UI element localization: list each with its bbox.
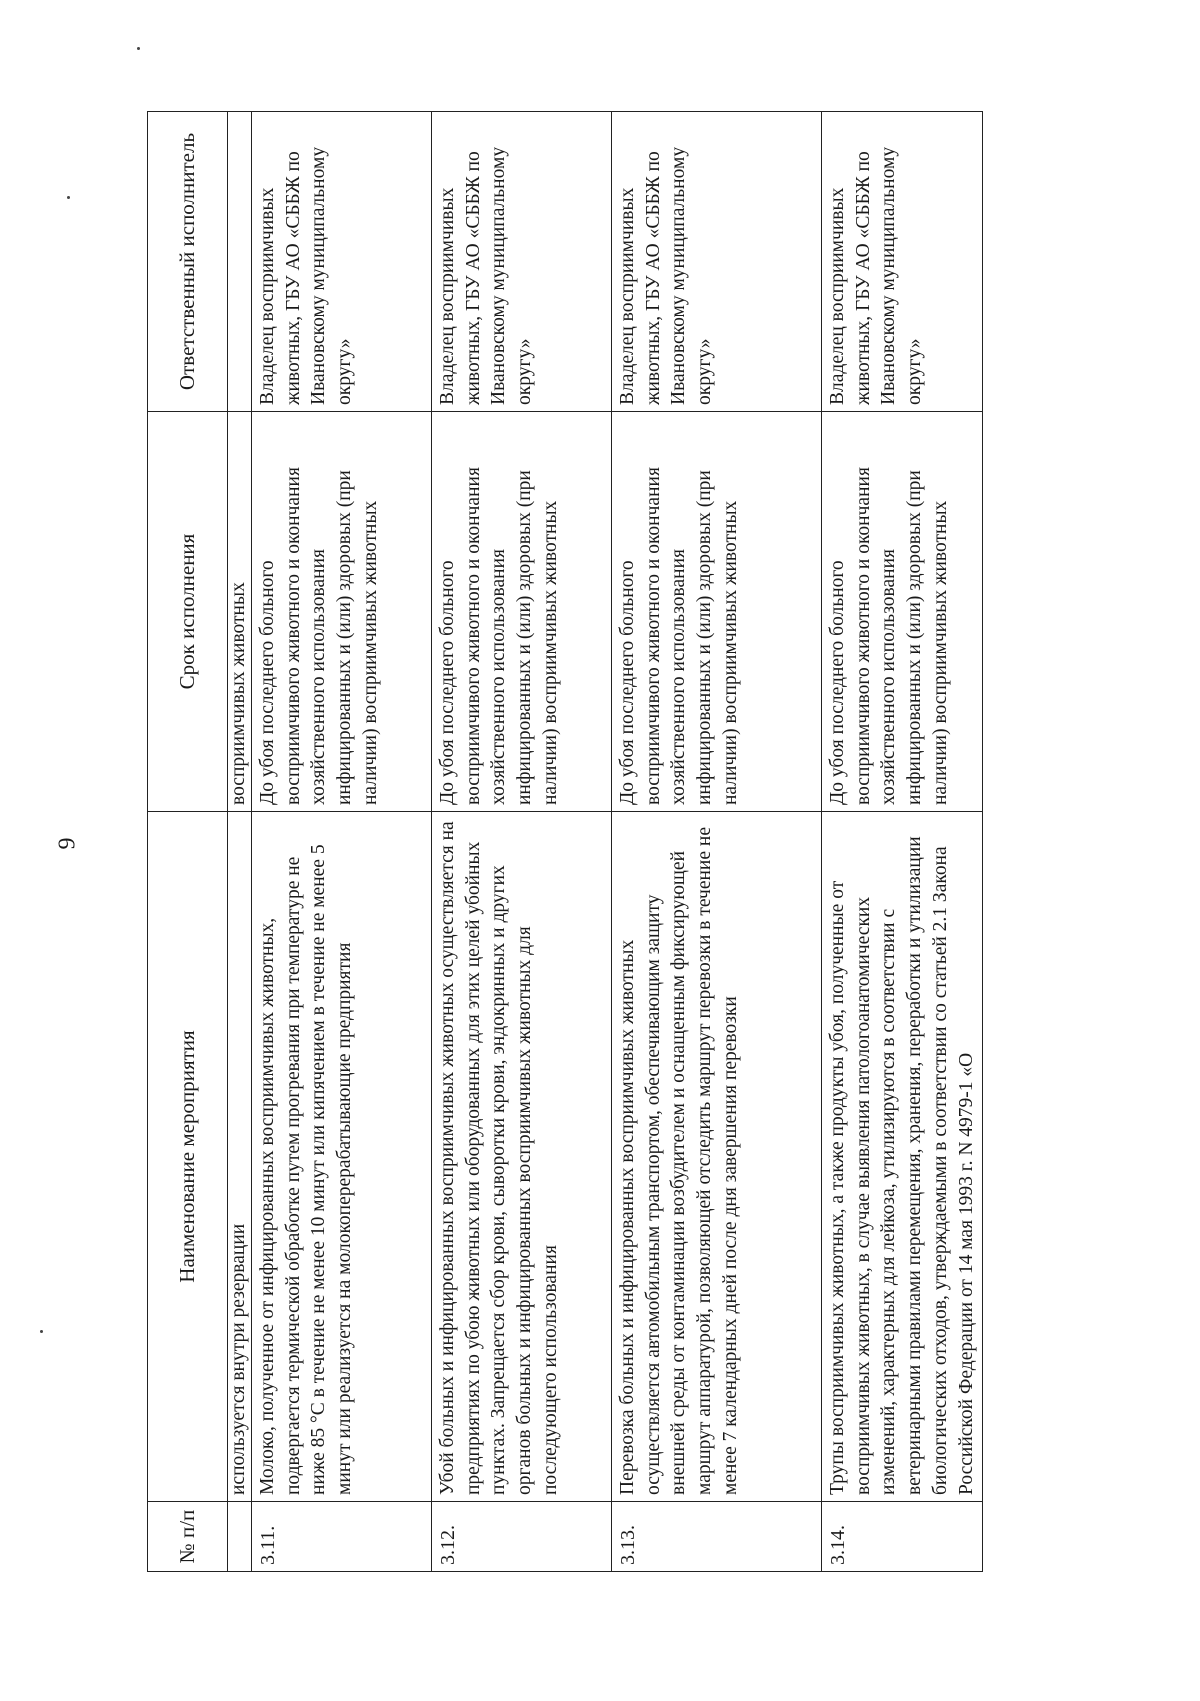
rotated-table-wrapper [147, 112, 977, 1572]
row-responsible: Владелец восприимчивых животных, ГБУ АО «СББЖ по Ивановскому муниципальному округу» [822, 112, 983, 412]
measures-table [147, 111, 983, 1572]
row-name: Молоко, полученное от инфицированных восприимчивых животных, подвергается термической обработке путем прогревания при температуре не ниже 85 °С в течение не менее 10 минут или кипячением в течение не менее 5 минут или реализуется на молокоперерабатывающие предприятия [252, 812, 432, 1502]
row-deadline: До убоя последнего больного восприимчивого животного и окончания хозяйственного использования инфицированных и (или) здоровых (при наличии) восприимчивых животных [612, 412, 822, 812]
continuation-num [228, 1502, 252, 1572]
table-header-row [148, 112, 228, 1572]
row-responsible: Владелец восприимчивых животных, ГБУ АО «СББЖ по Ивановскому муниципальному округу» [432, 112, 612, 412]
header-responsible: Ответственный исполнитель [148, 112, 228, 412]
row-responsible: Владелец восприимчивых животных, ГБУ АО «СББЖ по Ивановскому муниципальному округу» [612, 112, 822, 412]
header-deadline: Срок исполнения [148, 412, 228, 812]
table-row [822, 112, 983, 1572]
scan-speck [137, 47, 140, 50]
table-row [252, 112, 432, 1572]
row-deadline: До убоя последнего больного восприимчивого животного и окончания хозяйственного использования инфицированных и (или) здоровых (при наличии) восприимчивых животных [822, 412, 983, 812]
page-number: 9 [54, 837, 81, 850]
row-number: 3.13. [612, 1502, 822, 1572]
row-deadline: До убоя последнего больного восприимчивого животного и окончания хозяйственного использования инфицированных и (или) здоровых (при наличии) восприимчивых животных [432, 412, 612, 812]
row-responsible: Владелец восприимчивых животных, ГБУ АО «СББЖ по Ивановскому муниципальному округу» [252, 112, 432, 412]
row-name: Перевозка больных и инфицированных восприимчивых животных осуществляется автомобильным транспортом, обеспечивающим защиту внешней среды от контаминации возбудителем и оснащенным фиксирующей маршрут аппаратурой, позволяющей отследить маршрут перевозки в течение не менее 7 календарных дней после дня завершения перевозки [612, 812, 822, 1502]
scan-speck [40, 1330, 43, 1333]
continuation-row [228, 112, 252, 1572]
row-name: Трупы восприимчивых животных, а также продукты убоя, полученные от восприимчивых животных, в случае выявления патологоанатомических изменений, характерных для лейкоза, утилизируются в соответствии с ветеринарными правилами перемещения, хранения, переработки и утилизации биологических отходов, утверждаемыми в соответствии со статьей 2.1 Закона Российской Федерации от 14 мая 1993 г. N 4979-1 «О [822, 812, 983, 1502]
row-number: 3.11. [252, 1502, 432, 1572]
table-row [432, 112, 612, 1572]
row-name: Убой больных и инфицированных восприимчивых животных осуществляется на предприятиях по убою животных или оборудованных для этих целей убойных пунктах. Запрещается сбор крови, сыворотки крови, эндокринных и других органов больных и инфицированных восприимчивых животных для последующего использования [432, 812, 612, 1502]
table-row [612, 112, 822, 1572]
header-name: Наименование мероприятия [148, 812, 228, 1502]
continuation-responsible [228, 112, 252, 412]
row-number: 3.14. [822, 1502, 983, 1572]
scan-speck [67, 196, 70, 199]
header-num: № п/п [148, 1502, 228, 1572]
continuation-name: используется внутри резервации [228, 812, 252, 1502]
row-deadline: До убоя последнего больного восприимчивого животного и окончания хозяйственного использования инфицированных и (или) здоровых (при наличии) восприимчивых животных [252, 412, 432, 812]
continuation-deadline: восприимчивых животных [228, 412, 252, 812]
row-number: 3.12. [432, 1502, 612, 1572]
